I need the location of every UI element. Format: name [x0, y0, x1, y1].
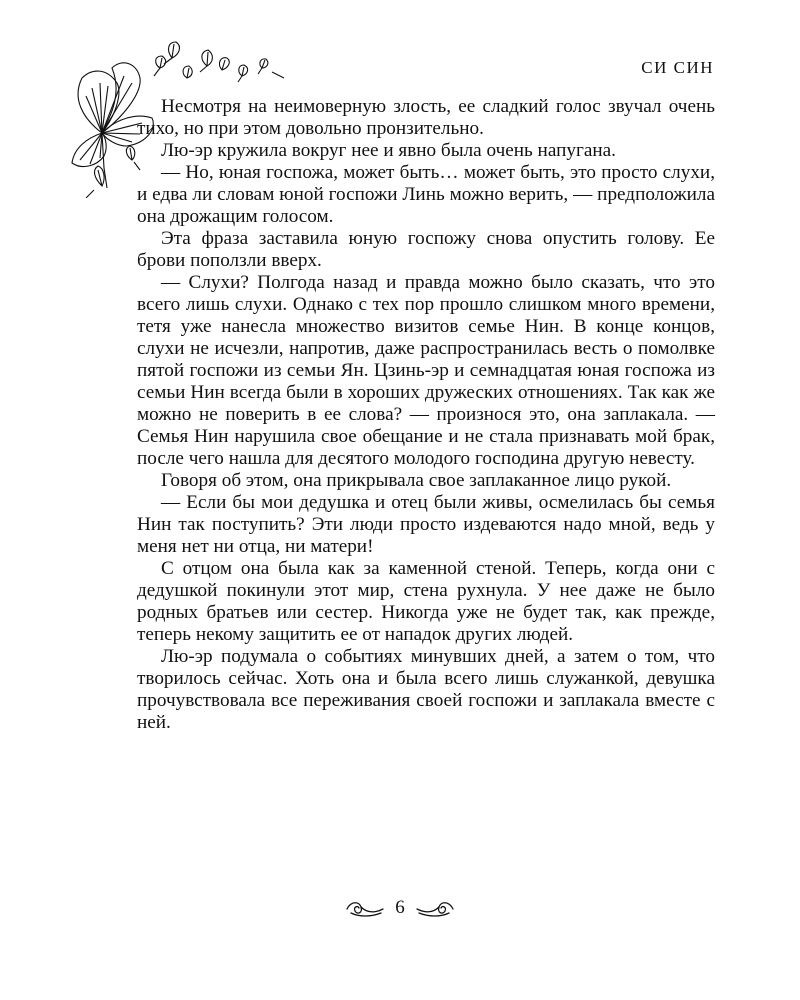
paragraph: — Если бы мои дедушка и отец были живы, осмелилась бы семья Нин так поступить? Эти люди просто издеваются надо мной, ведь у меня нет ни отца, ни матери! — [137, 492, 715, 557]
paragraph: Эта фраза заставила юную госпожу снова опустить голову. Ее брови поползли вверх. — [137, 228, 715, 271]
paragraph: Несмотря на неимоверную злость, ее сладкий голос звучал очень тихо, но при этом довольно пронзительно. — [137, 96, 715, 139]
running-head-title: СИ СИН — [641, 58, 714, 77]
paragraph: Лю-эр подумала о событиях минувших дней, а затем о том, что творилось сейчас. Хоть она и была всего лишь служанкой, девушка прочувствовала все переживания своей госпожи и заплакала вместе с ней. — [137, 646, 715, 733]
page-number: 6 — [395, 897, 405, 918]
wave-swirl-left-icon — [345, 897, 385, 919]
wave-swirl-right-icon — [415, 897, 455, 919]
paragraph: С отцом она была как за каменной стеной. Теперь, когда они с дедушкой покинули этот мир, стена рухнула. У нее даже не было родных братьев или сестер. Никогда уже не будет так, как прежде, теперь некому защитить ее от нападок других людей. — [137, 558, 715, 645]
paragraph: Лю-эр кружила вокруг нее и явно была очень напугана. — [161, 140, 616, 161]
paragraph: — Слухи? Полгода назад и правда можно было сказать, что это всего лишь слухи. Однако с тех пор прошло слишком много времени, тетя уже нанесла множество визитов семье Нин. В конце концов, слухи не исчезли, напротив, даже распространилась весть о помолвке пятой госпожи из семьи Ян. Цзинь-эр и семнадцатая юная госпожа из семьи Нин всегда были в хороших дружеских отношениях. Так как же можно не поверить в ее слова? — произнося это, она заплакала. — Семья Нин нарушила свое обещание и не стала признавать мой брак, после чего нашла для десятого молодого господина другую невесту. — [137, 272, 715, 469]
page-footer — [0, 893, 800, 923]
paragraph: Говоря об этом, она прикрывала свое заплаканное лицо рукой. — [161, 470, 672, 491]
paragraph: — Но, юная госпожа, может быть… может быть, это просто слухи, и едва ли словам юной госпожи Линь можно верить, — предположила она дрожащим голосом. — [137, 162, 715, 227]
body-text — [137, 96, 715, 734]
